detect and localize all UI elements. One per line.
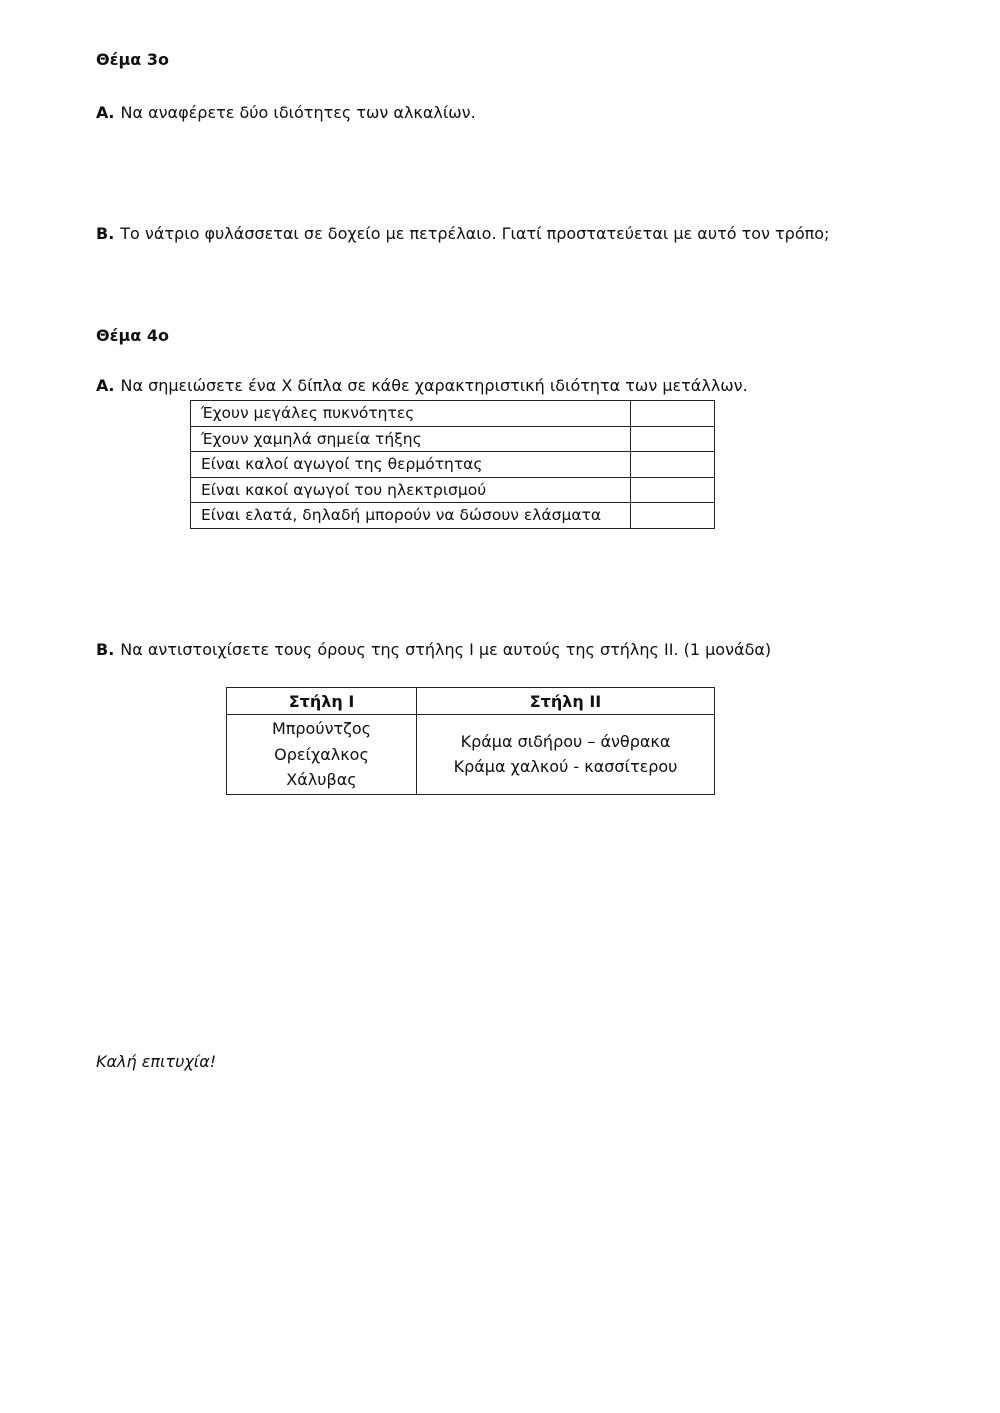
column-2-item: Κράμα σιδήρου – άνθρακα — [460, 731, 671, 751]
column-1-item: Ορείχαλκος — [274, 744, 369, 764]
table-row — [191, 401, 715, 427]
table-row — [191, 503, 715, 529]
question-text: Να σημειώσετε ένα Χ δίπλα σε κάθε χαρακτηριστική ιδιότητα των μετάλλων. — [120, 376, 748, 395]
mark-cell[interactable] — [631, 426, 715, 452]
question-text: Το νάτριο φυλάσσεται σε δοχείο με πετρέλαιο. Γιατί προστατεύεται με αυτό τον τρόπο; — [120, 224, 830, 243]
column-2-items — [417, 715, 715, 795]
table-row — [191, 452, 715, 478]
mark-cell[interactable] — [631, 401, 715, 427]
section3-question-b — [96, 224, 829, 243]
matching-table — [226, 687, 715, 795]
section4-question-b — [96, 640, 771, 659]
question-label: Β. — [96, 224, 115, 243]
question-label: Β. — [96, 640, 115, 659]
section4-question-a — [96, 376, 748, 395]
property-cell: Είναι κακοί αγωγοί του ηλεκτρισμού — [191, 477, 631, 503]
column-1-items — [227, 715, 417, 795]
table-row — [191, 426, 715, 452]
column-2-item: Κράμα χαλκού - κασσίτερου — [453, 757, 678, 777]
mark-cell[interactable] — [631, 503, 715, 529]
metal-properties-table — [190, 400, 715, 529]
table-row — [191, 477, 715, 503]
section3-title: Θέμα 3ο — [96, 50, 169, 69]
mark-cell[interactable] — [631, 477, 715, 503]
column-2-header: Στήλη ΙΙ — [417, 688, 715, 715]
section4-title: Θέμα 4ο — [96, 326, 169, 345]
question-label: Α. — [96, 376, 115, 395]
table-row — [227, 715, 715, 795]
section3-question-a — [96, 103, 476, 122]
column-1-item: Μπρούντζος — [271, 719, 372, 738]
closing-message: Καλή επιτυχία! — [96, 1052, 217, 1071]
property-cell: Είναι ελατά, δηλαδή μπορούν να δώσουν ελάσματα — [191, 503, 631, 529]
property-cell: Είναι καλοί αγωγοί της θερμότητας — [191, 452, 631, 478]
property-cell: Έχουν μεγάλες πυκνότητες — [191, 401, 631, 427]
column-1-header: Στήλη Ι — [227, 688, 417, 715]
table-header-row — [227, 688, 715, 715]
question-text: Να αντιστοιχίσετε τους όρους της στήλης Ι με αυτούς της στήλης ΙΙ. (1 μονάδα) — [120, 640, 772, 659]
question-label: Α. — [96, 103, 115, 122]
question-text: Να αναφέρετε δύο ιδιότητες των αλκαλίων. — [120, 103, 476, 122]
property-cell: Έχουν χαμηλά σημεία τήξης — [191, 426, 631, 452]
mark-cell[interactable] — [631, 452, 715, 478]
column-1-item: Χάλυβας — [286, 770, 357, 789]
